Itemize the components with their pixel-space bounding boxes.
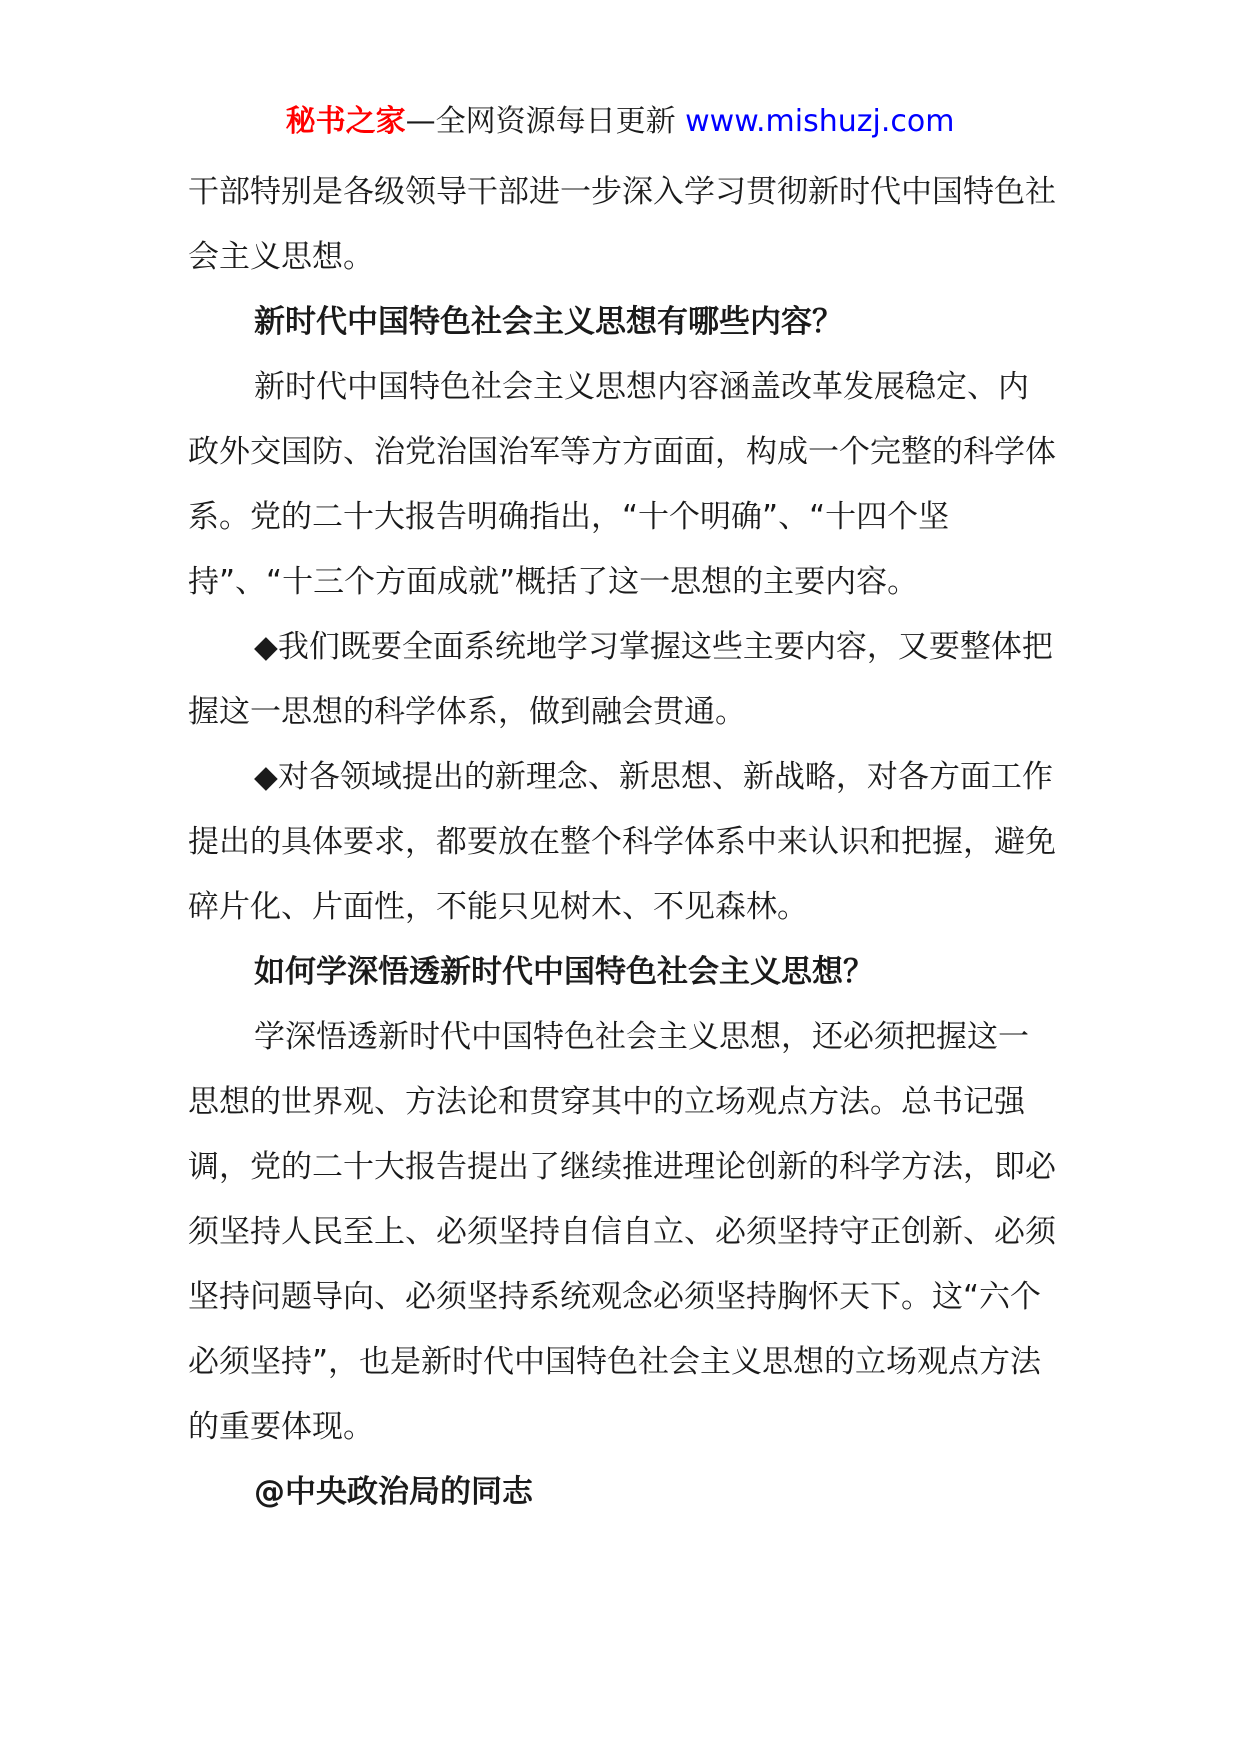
header-url-link[interactable]: www.mishuzj.com bbox=[685, 104, 955, 139]
section-heading-content: 新时代中国特色社会主义思想有哪些内容？ bbox=[254, 304, 843, 340]
header-brand: 秘书之家 bbox=[285, 104, 406, 139]
section-heading-study: 如何学深悟透新时代中国特色社会主义思想？ bbox=[254, 954, 874, 990]
paragraph-intro-continuation: 干部特别是各级领导干部进一步深入学习贯彻新时代中国特色社会主义思想。 bbox=[188, 174, 1056, 275]
paragraph-study-method: 学深悟透新时代中国特色社会主义思想，还必须把握这一思想的世界观、方法论和贯穿其中的立场观点方法。总书记强调，党的二十大报告提出了继续推进理论创新的科学方法，即必须坚持人民至上、必须坚持自信自立、必须坚持守正创新、必须坚持问题导向、必须坚持系统观念必须坚持胸怀天下。这“六个必须坚持”，也是新时代中国特色社会主义思想的立场观点方法的重要体现。 bbox=[188, 1019, 1056, 1445]
paragraph-bullet-system: ◆我们既要全面系统地学习掌握这些主要内容，又要整体把握这一思想的科学体系，做到融会贯通。 bbox=[188, 629, 1053, 730]
paragraph-content-overview: 新时代中国特色社会主义思想内容涵盖改革发展稳定、内政外交国防、治党治国治军等方方面面，构成一个完整的科学体系。党的二十大报告明确指出，“十个明确”、“十四个坚持”、“十三个方面成就”概括了这一思想的主要内容。 bbox=[188, 369, 1056, 600]
page-header bbox=[0, 100, 1240, 144]
paragraph-bullet-requirements: ◆对各领域提出的新理念、新思想、新战略，对各方面工作提出的具体要求，都要放在整个科学体系中来认识和把握，避免碎片化、片面性，不能只见树木、不见森林。 bbox=[188, 759, 1056, 925]
header-tagline: —全网资源每日更新 bbox=[405, 104, 686, 139]
section-heading-politburo: @中央政治局的同志 bbox=[254, 1474, 533, 1510]
document-body bbox=[188, 160, 1056, 1525]
